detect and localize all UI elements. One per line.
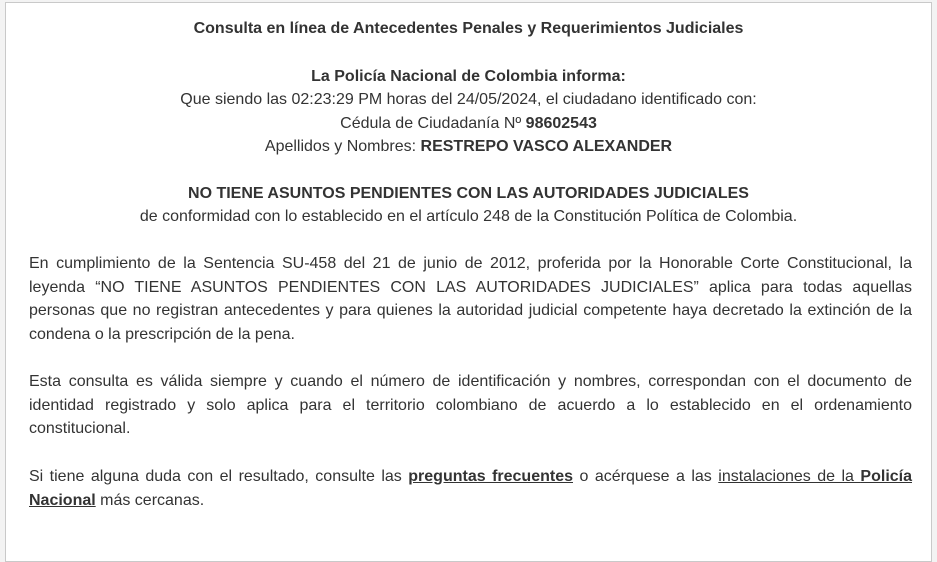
consult-date: 24/05/2024 [456,91,537,108]
time-mid: horas del [382,91,457,108]
paragraph-sentencia: En cumplimiento de la Sentencia SU-458 del 21 de junio de 2012, proferida por la Honorable Corte Constitucional, la leyenda “NO TIENE ASUNTOS PENDIENTES CON LAS AUTORIDADES JUDICIALES” aplica para todas aquellas personas que no registran antecedentes y para quienes la autoridad judicial competente haya decretado la extinción de la condena o la prescripción de la pena. [29,255,912,343]
consult-time: 02:23:29 PM [291,91,383,108]
dudas-suffix: más cercanas. [95,491,205,509]
policia-nacional-link-text[interactable]: Policía Nacional [29,468,912,509]
informa-heading: La Policía Nacional de Colombia informa: [311,68,626,85]
faq-link[interactable]: preguntas frecuentes [408,468,573,485]
time-suffix: , el ciudadano identificado con: [537,91,757,108]
result-basis: de conformidad con lo establecido en el artículo 248 de la Constitución Política de Colombia. [139,208,798,225]
id-label: Cédula de Ciudadanía Nº [340,115,526,132]
consult-time-line [6,90,931,110]
paragraph-dudas [29,465,912,512]
name-value: RESTREPO VASCO ALEXANDER [420,138,673,155]
result-status: NO TIENE ASUNTOS PENDIENTES CON LAS AUTORIDADES JUDICIALES [188,185,749,202]
id-number: 98602543 [525,115,597,132]
paragraph-validez: Esta consulta es válida siempre y cuando el número de identificación y nombres, correspondan con el documento de identidad registrado y solo aplica para el territorio colombiano de acuerdo a lo establecido en el ordenamiento constitucional. [29,373,912,437]
name-label: Apellidos y Nombres: [264,138,421,155]
result-panel [5,2,932,562]
dudas-middle: o acérquese a las [573,468,719,485]
page-title: Consulta en línea de Antecedentes Penales y Requerimientos Judiciales [193,20,744,37]
id-line [6,114,931,134]
name-line [6,137,931,157]
dudas-prefix: Si tiene alguna duda con el resultado, consulte las [29,468,409,485]
time-prefix: Que siendo las [180,91,292,108]
instalaciones-link-text[interactable]: instalaciones de la [718,468,861,485]
